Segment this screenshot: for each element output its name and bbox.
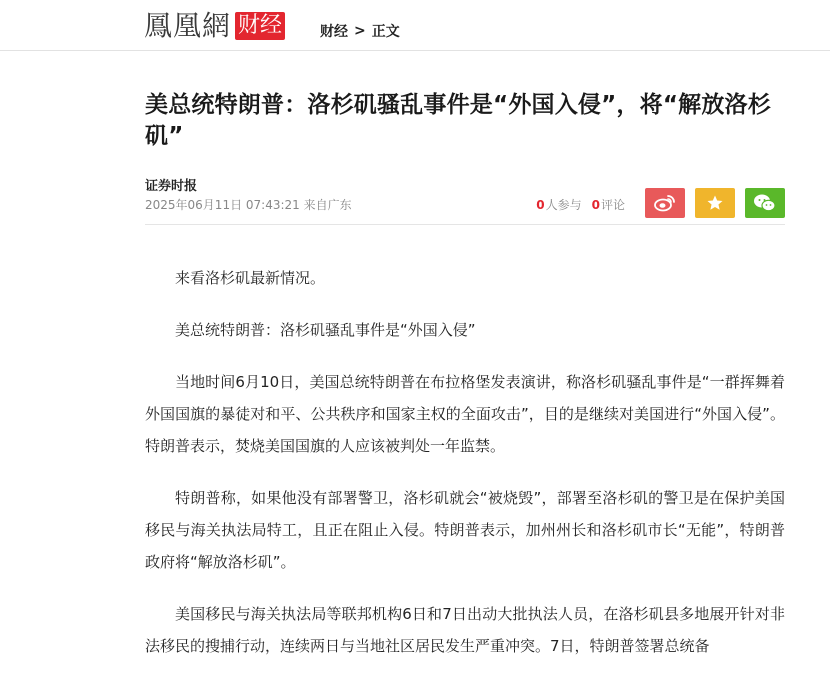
breadcrumb [320,21,400,41]
article-body [145,262,785,682]
participants-count[interactable]: 0人参与 [536,198,582,212]
weibo-icon [654,194,676,212]
comments-count[interactable]: 0评论 [591,198,625,212]
logo-text: 鳳凰網 [144,9,232,42]
article-time: 2025年06月11日 07:43:21 来自广东 [145,198,352,212]
site-logo[interactable] [144,9,285,43]
star-icon [706,194,724,212]
breadcrumb-finance[interactable]: 财经 [320,24,348,40]
breadcrumb-current: 正文 [371,24,400,40]
wechat-icon [753,193,777,213]
article-source[interactable]: 证券时报 [145,179,198,194]
paragraph: 来看洛杉矶最新情况。 [175,269,326,287]
logo-badge: 财经 [235,12,285,40]
share-weibo-button[interactable] [645,188,685,218]
site-header [0,0,830,51]
favorite-button[interactable] [695,188,735,218]
share-wechat-button[interactable] [745,188,785,218]
paragraph: 美国移民与海关执法局等联邦机构6日和7日出动大批执法人员，在洛杉矶县多地展开针对非法移民的搜捕行动，连续两日与当地社区居民发生严重冲突。7日，特朗普签署总统备 [145,605,785,655]
paragraph: 当地时间6月10日，美国总统特朗普在布拉格堡发表演讲，称洛杉矶骚乱事件是“一群挥舞着外国国旗的暴徒对和平、公共秩序和国家主权的全面攻击”，目的是继续对美国进行“外国入侵”。特朗普表示，焚烧美国国旗的人应该被判处一年监禁。 [145,373,785,455]
article-header [145,90,785,152]
breadcrumb-separator: > [354,23,366,39]
share-bar [645,188,785,218]
article-meta [145,173,785,225]
paragraph: 特朗普称，如果他没有部署警卫，洛杉矶就会“被烧毁”，部署至洛杉矶的警卫是在保护美国移民与海关执法局特工，且正在阻止入侵。特朗普表示，加州州长和洛杉矶市长“无能”，特朗普政府将“解放洛杉矶”。 [145,489,785,571]
article-title: 美总统特朗普：洛杉矶骚乱事件是“外国入侵”，将“解放洛杉矶” [145,92,771,149]
article-stats [536,196,625,213]
paragraph: 美总统特朗普：洛杉矶骚乱事件是“外国入侵” [175,321,476,339]
